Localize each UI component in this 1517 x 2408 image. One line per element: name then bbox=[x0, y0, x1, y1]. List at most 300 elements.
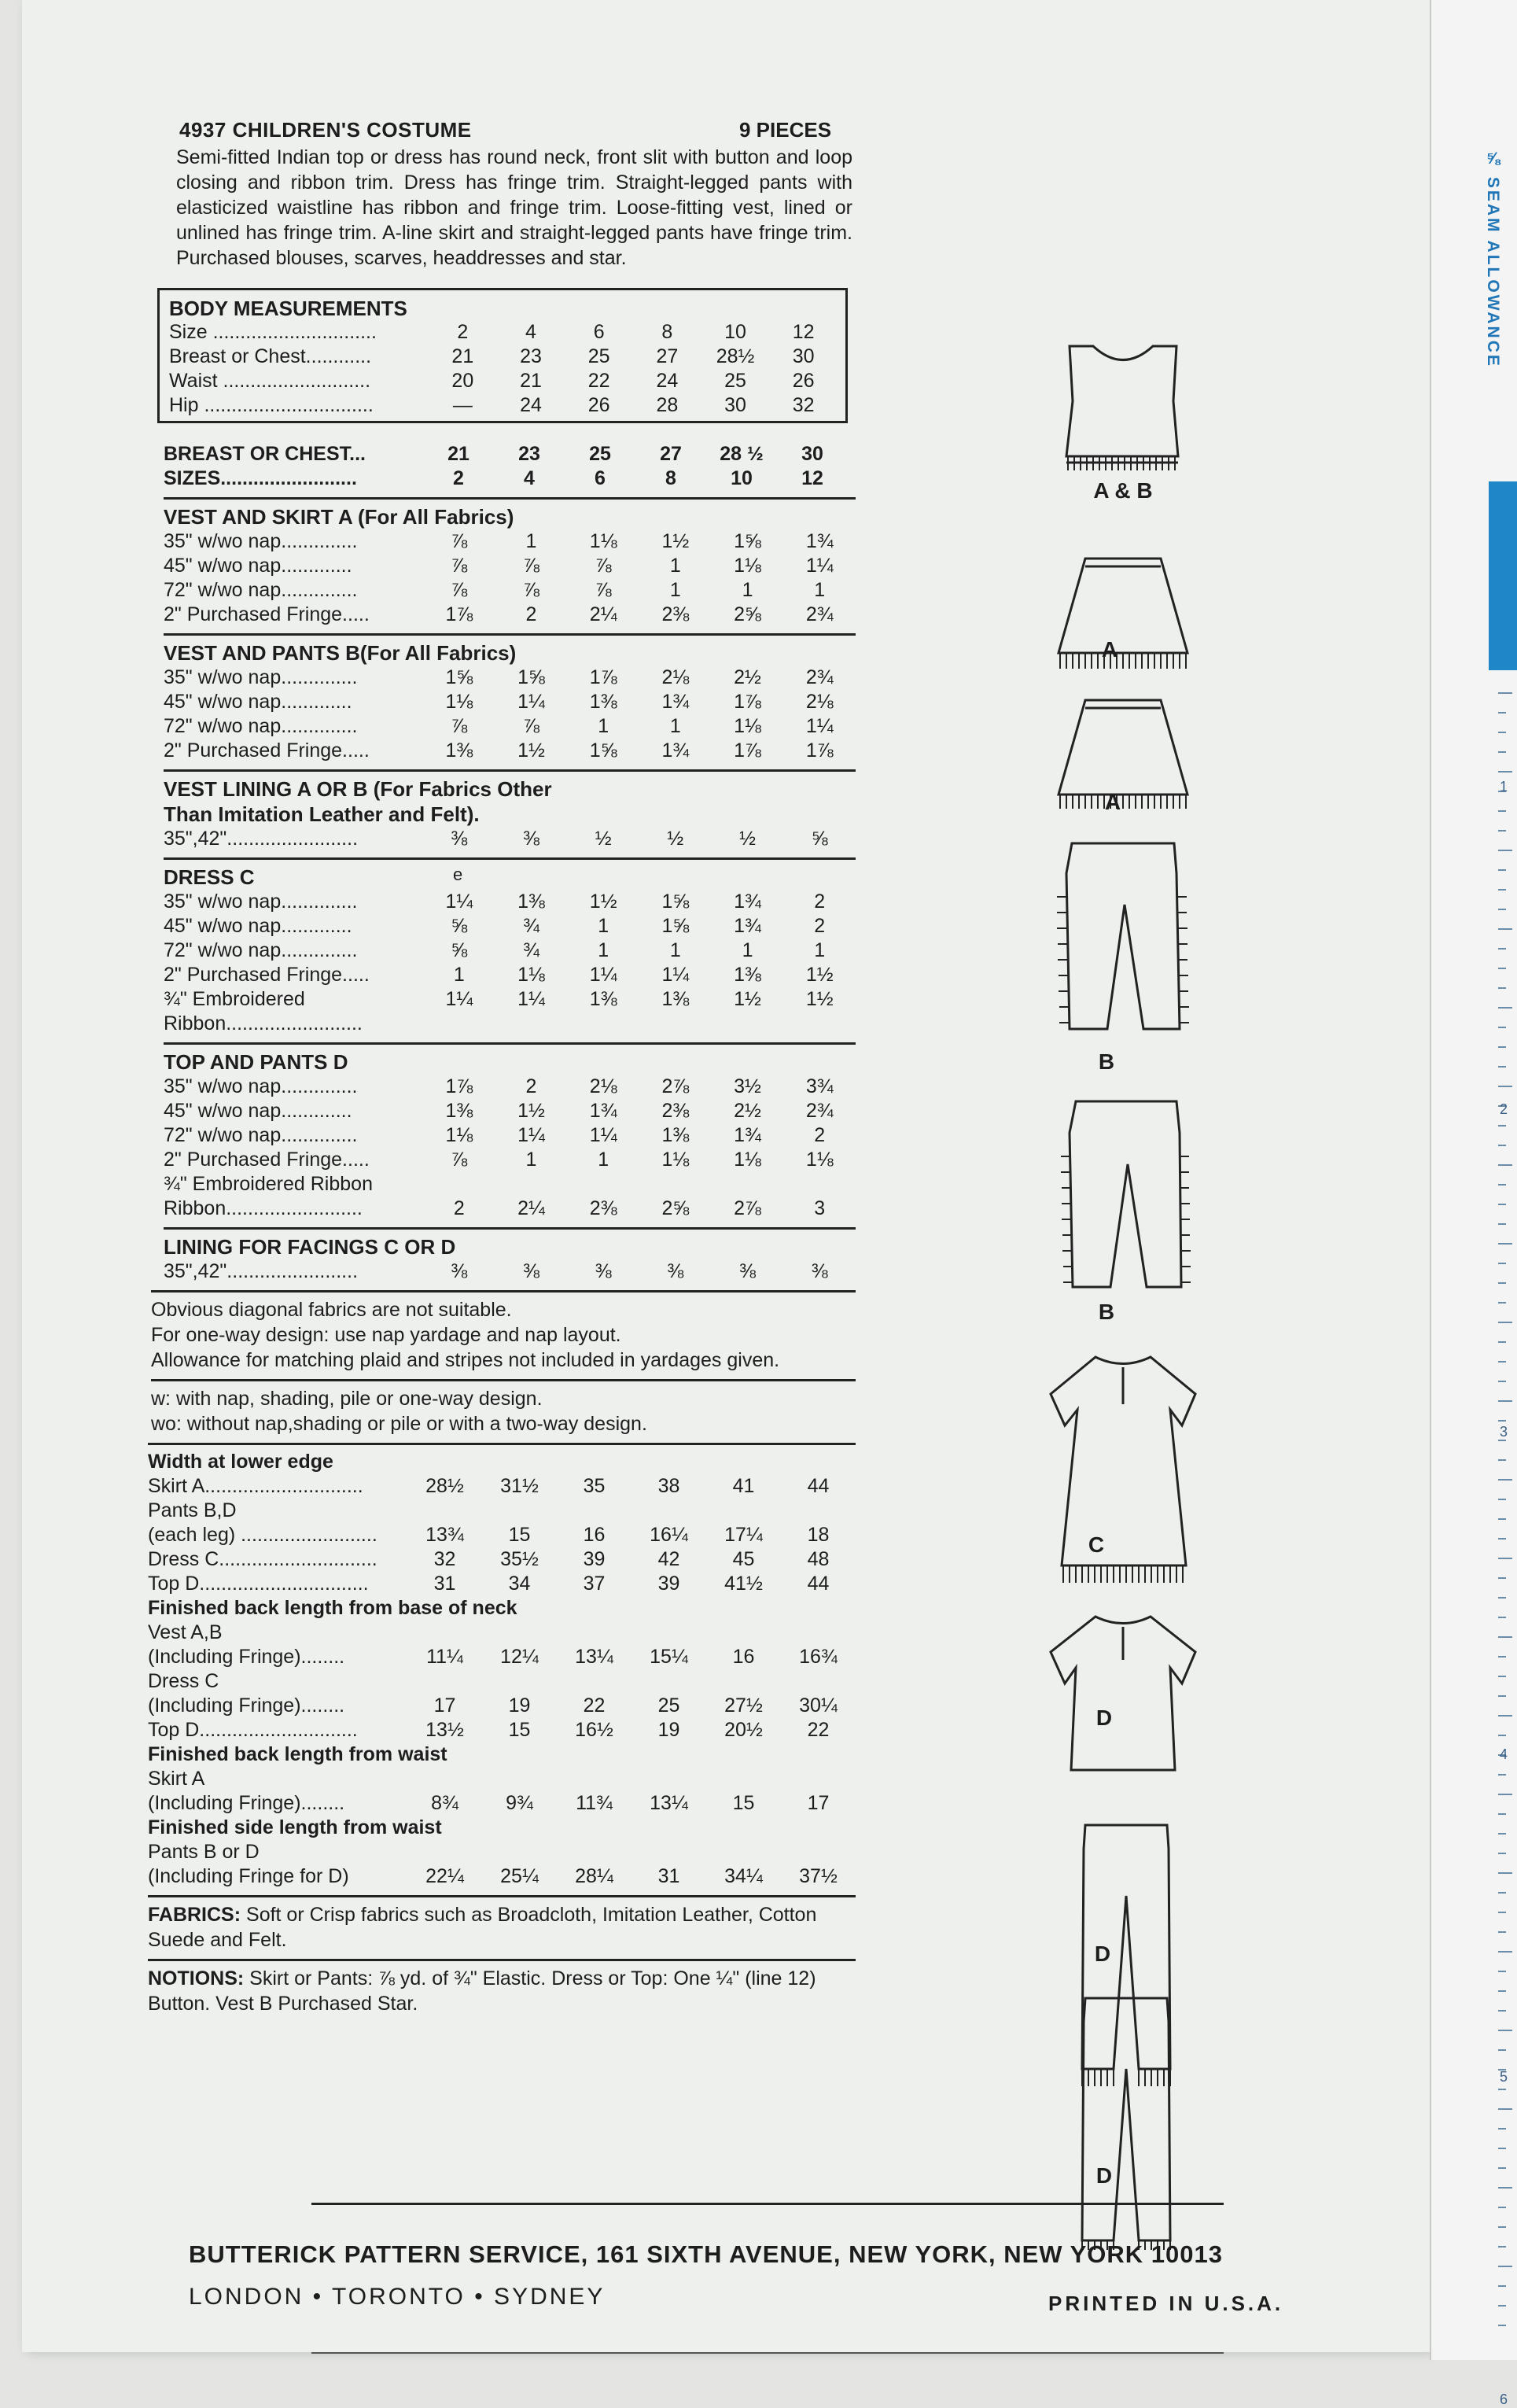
pattern-description: Semi-fitted Indian top or dress has round neck, front slit with button and loop closing and ribbon trim. Dress has fringe trim. Straight-legged pants with elasticized waistline has ribbon and fringe trim. Loose-fitting vest, lined or unlined has fringe trim. A-line skirt and straight-legged pants have fringe trim. Purchased blouses, scarves, headdresses and star. bbox=[176, 146, 852, 269]
row-label: 35",42"........................ bbox=[164, 1260, 359, 1282]
row-label: 45" w/wo nap............. bbox=[164, 691, 352, 713]
row-value: ¾ bbox=[523, 915, 539, 937]
row-value: 2 bbox=[814, 915, 826, 937]
row-value: 31½ bbox=[500, 1475, 539, 1497]
measurement-row bbox=[164, 1148, 856, 1172]
body-measurements-box bbox=[157, 288, 848, 423]
row-value: 2¼ bbox=[517, 1197, 545, 1219]
row-value: 1⅞ bbox=[805, 739, 834, 761]
fabrics-text: Soft or Crisp fabrics such as Broadcloth, Imitation Leather, Cotton Suede and Felt. bbox=[148, 1904, 817, 1951]
ruler-tick bbox=[1498, 1341, 1506, 1343]
row-value: 2⅞ bbox=[734, 1197, 761, 1219]
row-value: 1¼ bbox=[517, 691, 545, 713]
row-value: 1⅝ bbox=[661, 891, 690, 913]
row-value: 2¾ bbox=[805, 603, 834, 625]
row-values bbox=[423, 554, 856, 578]
row-value: 34¼ bbox=[724, 1865, 763, 1887]
row-value: ⅞ bbox=[451, 555, 468, 577]
ruler-tick bbox=[1498, 1872, 1512, 1874]
row-value: ⅞ bbox=[523, 579, 539, 601]
row-values bbox=[423, 987, 856, 1012]
measurement-row bbox=[164, 987, 856, 1012]
row-value: 1½ bbox=[805, 964, 834, 986]
row-value: 1 bbox=[525, 1149, 537, 1171]
ruler-tick bbox=[1498, 1636, 1512, 1638]
ruler-tick bbox=[1498, 889, 1506, 891]
measurement-row bbox=[148, 1718, 856, 1742]
size-header-rows bbox=[164, 442, 848, 491]
pants-b-drawing-2 bbox=[1070, 1101, 1181, 1287]
row-value: 1½ bbox=[589, 891, 617, 913]
size-header bbox=[164, 442, 848, 491]
row-label: 35" w/wo nap.............. bbox=[164, 530, 358, 552]
row-values bbox=[429, 393, 838, 418]
row-value: 19 bbox=[657, 1719, 680, 1741]
row-value: 42 bbox=[657, 1548, 680, 1570]
row-values bbox=[423, 466, 848, 491]
ruler-tick bbox=[1498, 1164, 1512, 1166]
measurement-row bbox=[164, 914, 856, 938]
ruler-tick bbox=[1498, 1971, 1506, 1972]
body-measurements-rows bbox=[169, 320, 838, 418]
row-value: 2 bbox=[457, 321, 469, 343]
ruler-tick bbox=[1498, 1302, 1506, 1304]
ruler-tick bbox=[1498, 1813, 1506, 1815]
row-value: 2 bbox=[814, 1124, 826, 1146]
row-value: 28½ bbox=[425, 1475, 464, 1497]
row-value: 1½ bbox=[517, 1100, 545, 1122]
row-values bbox=[407, 1523, 856, 1547]
ruler-tick bbox=[1498, 1656, 1506, 1658]
row-values bbox=[407, 1864, 856, 1889]
pattern-header bbox=[140, 118, 848, 145]
width-rows bbox=[148, 1474, 856, 1596]
figure-label-a-1: A bbox=[1101, 637, 1118, 662]
row-label: (each leg) ......................... bbox=[148, 1524, 377, 1546]
row-value: ⅞ bbox=[595, 555, 612, 577]
row-value: 13¾ bbox=[425, 1524, 464, 1546]
row-label: Size .............................. bbox=[169, 321, 377, 343]
row-value: 6 bbox=[595, 467, 606, 489]
back-waist-title: Finished back length from waist bbox=[148, 1743, 447, 1765]
ruler-tick bbox=[1498, 948, 1506, 950]
row-value: 27 bbox=[660, 443, 682, 465]
ruler-tick bbox=[1498, 2010, 1506, 2012]
row-value: 1⅜ bbox=[661, 988, 690, 1010]
row-value: 2 bbox=[525, 603, 537, 625]
row-value: ⅝ bbox=[811, 828, 828, 850]
row-value: 28½ bbox=[716, 345, 755, 367]
ruler-tick bbox=[1498, 1518, 1506, 1520]
row-value: 1¾ bbox=[661, 691, 690, 713]
row-label: Top D............................. bbox=[148, 1719, 358, 1741]
row-label: Pants B or D bbox=[148, 1841, 260, 1863]
row-label: Waist ........................... bbox=[169, 370, 371, 392]
ruler-tick bbox=[1498, 1263, 1506, 1264]
row-values bbox=[429, 320, 838, 345]
row-value: 23 bbox=[518, 443, 540, 465]
ruler-tick bbox=[1498, 987, 1506, 989]
ruler-tick bbox=[1498, 751, 1506, 753]
back-waist-rows bbox=[148, 1767, 856, 1816]
row-values bbox=[407, 1694, 856, 1718]
ruler-tick bbox=[1498, 810, 1506, 812]
nap-legend-w: w: with nap, shading, pile or one-way design. bbox=[151, 1388, 543, 1410]
row-value: 12 bbox=[792, 321, 815, 343]
row-value: 2 bbox=[525, 1075, 537, 1097]
row-label: 72" w/wo nap.............. bbox=[164, 939, 358, 961]
row-value: 1 bbox=[598, 1149, 609, 1171]
row-values bbox=[423, 1075, 856, 1099]
row-value: 10 bbox=[731, 467, 753, 489]
row-values bbox=[407, 1474, 856, 1499]
ruler-number: 6 bbox=[1500, 2391, 1508, 2407]
row-value: ⅞ bbox=[451, 715, 468, 737]
row-label: 45" w/wo nap............. bbox=[164, 915, 352, 937]
footer-divider bbox=[311, 2203, 1224, 2205]
figure-label-c: C bbox=[1088, 1532, 1105, 1557]
row-value: 37½ bbox=[799, 1865, 838, 1887]
row-value: 1 bbox=[669, 555, 681, 577]
ruler-tick bbox=[1498, 1853, 1506, 1854]
row-value: 4 bbox=[525, 321, 536, 343]
ruler-tick bbox=[1498, 1125, 1506, 1127]
row-label: Dress C bbox=[148, 1670, 219, 1692]
figure-label-d-1: D bbox=[1095, 1706, 1113, 1730]
row-values bbox=[423, 914, 856, 938]
section-title: TOP AND PANTS D bbox=[164, 1050, 348, 1074]
row-value: 1¼ bbox=[805, 555, 834, 577]
ruler-tick bbox=[1498, 2246, 1506, 2248]
row-value: 18 bbox=[807, 1524, 830, 1546]
ruler-tick bbox=[1498, 1715, 1512, 1717]
row-value: 1 bbox=[598, 939, 609, 961]
figure-label-b-1: B bbox=[1098, 1049, 1115, 1074]
measurement-row bbox=[164, 714, 856, 739]
row-value: 15¼ bbox=[650, 1646, 688, 1668]
row-value: 1¼ bbox=[589, 964, 617, 986]
measurement-row bbox=[148, 1572, 856, 1596]
nap-legend bbox=[151, 1379, 856, 1436]
ruler-tick bbox=[1498, 1951, 1512, 1953]
fabrics-label: FABRICS: bbox=[148, 1904, 241, 1926]
row-value: 2 bbox=[453, 467, 464, 489]
ruler-tick bbox=[1498, 2187, 1512, 2189]
figure-label-a-b: A & B bbox=[1093, 478, 1153, 503]
measurement-row bbox=[164, 938, 856, 963]
ruler-tick bbox=[1498, 2305, 1506, 2307]
row-value: 6 bbox=[593, 321, 605, 343]
ruler-tick bbox=[1498, 2285, 1506, 2287]
pattern-info-column bbox=[140, 118, 852, 2016]
row-label: 35",42"........................ bbox=[164, 828, 359, 850]
yardage-section bbox=[164, 769, 856, 851]
row-value: 39 bbox=[657, 1573, 680, 1595]
yardage-section bbox=[164, 633, 856, 763]
row-values bbox=[429, 345, 838, 369]
row-value: 39 bbox=[583, 1548, 606, 1570]
row-value: 31 bbox=[657, 1865, 680, 1887]
ruler-tick bbox=[1498, 1381, 1506, 1382]
row-value: ⅞ bbox=[451, 530, 468, 552]
row-value: 1¾ bbox=[734, 915, 761, 937]
row-value: 35 bbox=[583, 1475, 606, 1497]
row-label: 2" Purchased Fringe..... bbox=[164, 964, 370, 986]
row-label: 35" w/wo nap.............. bbox=[164, 1075, 358, 1097]
ruler-tick bbox=[1498, 1676, 1506, 1677]
notions-text: Skirt or Pants: ⅞ yd. of ¾" Elastic. Dress or Top: One ¼" (line 12) Button. Vest B Purchased Star. bbox=[148, 1967, 816, 2015]
measurement-row bbox=[169, 369, 838, 393]
row-value: 44 bbox=[807, 1573, 830, 1595]
row-values bbox=[423, 938, 856, 963]
row-value: 1 bbox=[814, 939, 826, 961]
row-value: 1¼ bbox=[517, 1124, 545, 1146]
measurement-row bbox=[164, 1099, 856, 1123]
row-value: 16 bbox=[583, 1524, 606, 1546]
side-waist-title: Finished side length from waist bbox=[148, 1816, 442, 1838]
row-value: 1⅞ bbox=[734, 691, 761, 713]
row-value: 24 bbox=[520, 394, 542, 416]
row-label: 2" Purchased Fringe..... bbox=[164, 603, 370, 625]
ruler-tick bbox=[1498, 909, 1506, 910]
measurement-row bbox=[164, 1012, 856, 1036]
row-value: 2⅛ bbox=[805, 691, 834, 713]
row-value: 13¼ bbox=[650, 1792, 688, 1814]
note-one-way: For one-way design: use nap yardage and nap layout. bbox=[151, 1324, 621, 1346]
row-value: 30 bbox=[792, 345, 815, 367]
row-value: 1⅛ bbox=[661, 1149, 690, 1171]
row-value: 1½ bbox=[805, 988, 834, 1010]
measurement-row bbox=[164, 1172, 856, 1197]
row-value: ⅜ bbox=[451, 1260, 468, 1282]
measurement-row bbox=[148, 1767, 856, 1791]
row-label: 45" w/wo nap............. bbox=[164, 555, 352, 577]
row-label: ¾" Embroidered Ribbon bbox=[164, 1173, 373, 1195]
row-value: 1⅜ bbox=[517, 891, 545, 913]
measurement-row bbox=[164, 442, 848, 466]
section-title: VEST AND PANTS B(For All Fabrics) bbox=[164, 641, 517, 665]
row-value: 32 bbox=[792, 394, 815, 416]
row-value: 1¾ bbox=[734, 1124, 761, 1146]
row-value: 8¾ bbox=[431, 1792, 458, 1814]
row-value: 15 bbox=[732, 1792, 755, 1814]
row-value: ½ bbox=[667, 828, 684, 850]
back-neck-title: Finished back length from base of neck bbox=[148, 1597, 517, 1619]
row-value: 27 bbox=[656, 345, 679, 367]
row-value: 1⅜ bbox=[589, 988, 617, 1010]
row-value: 1¼ bbox=[445, 988, 473, 1010]
row-label: BREAST OR CHEST... bbox=[164, 443, 366, 465]
row-value: 1¼ bbox=[517, 988, 545, 1010]
ruler-tick bbox=[1498, 1204, 1506, 1205]
row-value: 2⅛ bbox=[661, 666, 690, 688]
measurement-row bbox=[164, 466, 848, 491]
row-value: 34 bbox=[508, 1573, 531, 1595]
row-label: Ribbon......................... bbox=[164, 1197, 363, 1219]
row-value: 2⅛ bbox=[589, 1075, 617, 1097]
row-value: 48 bbox=[807, 1548, 830, 1570]
pieces-count: 9 PIECES bbox=[739, 118, 832, 142]
row-value: 23 bbox=[520, 345, 542, 367]
row-value: 1⅞ bbox=[445, 603, 473, 625]
measurement-row bbox=[164, 578, 856, 603]
ruler-number: 3 bbox=[1500, 1424, 1508, 1440]
row-values bbox=[407, 1791, 856, 1816]
ruler-tick bbox=[1498, 2266, 1512, 2267]
seam-allowance-tab bbox=[1489, 481, 1517, 670]
row-value: 17 bbox=[433, 1694, 456, 1717]
measurement-row bbox=[169, 393, 838, 418]
row-values bbox=[423, 1148, 856, 1172]
measurement-row bbox=[164, 554, 856, 578]
row-value: 21 bbox=[447, 443, 469, 465]
ruler-tick bbox=[1498, 869, 1506, 871]
row-value: ⅜ bbox=[667, 1260, 684, 1282]
ruler-tick bbox=[1498, 1400, 1512, 1402]
row-values bbox=[423, 442, 848, 466]
row-value: 1¾ bbox=[661, 739, 690, 761]
row-value: 30 bbox=[801, 443, 823, 465]
row-value: ⅜ bbox=[523, 828, 539, 850]
row-label: (Including Fringe)........ bbox=[148, 1646, 345, 1668]
row-label: Skirt A bbox=[148, 1768, 205, 1790]
row-value: 1⅞ bbox=[734, 739, 761, 761]
row-label: Skirt A............................. bbox=[148, 1475, 363, 1497]
row-value: 1⅝ bbox=[445, 666, 473, 688]
measurement-row bbox=[148, 1621, 856, 1645]
row-value: 1⅝ bbox=[734, 530, 761, 552]
row-value: 3 bbox=[814, 1197, 826, 1219]
section-title: VEST AND SKIRT A (For All Fabrics) bbox=[164, 505, 514, 529]
row-value: 44 bbox=[807, 1475, 830, 1497]
row-value: 4 bbox=[524, 467, 535, 489]
row-value: 1⅜ bbox=[734, 964, 761, 986]
ruler-tick bbox=[1498, 1420, 1506, 1422]
row-value: 25 bbox=[724, 370, 746, 392]
row-value: ⅝ bbox=[451, 915, 468, 937]
row-value: 1⅛ bbox=[805, 1149, 834, 1171]
section-title: VEST LINING A OR B (For Fabrics Other bbox=[164, 777, 552, 801]
row-value: 38 bbox=[657, 1475, 680, 1497]
row-value: 16 bbox=[732, 1646, 755, 1668]
row-value: ½ bbox=[595, 828, 612, 850]
ruler-tick bbox=[1498, 2108, 1512, 2110]
row-value: 1½ bbox=[517, 739, 545, 761]
row-value: 9¾ bbox=[506, 1792, 533, 1814]
ruler-tick bbox=[1498, 1912, 1506, 1913]
ruler-tick bbox=[1498, 1479, 1512, 1481]
row-value: 11¼ bbox=[426, 1646, 463, 1668]
row-value: 25 bbox=[587, 345, 610, 367]
printed-in-usa: PRINTED IN U.S.A. bbox=[1048, 2292, 1284, 2315]
row-value: 1 bbox=[598, 715, 609, 737]
row-value: 11¾ bbox=[576, 1792, 613, 1814]
ruler-tick bbox=[1498, 928, 1512, 930]
row-label: (Including Fringe)........ bbox=[148, 1792, 345, 1814]
row-value: 21 bbox=[451, 345, 474, 367]
row-value: 2⅝ bbox=[734, 603, 761, 625]
row-value: ⅝ bbox=[451, 939, 468, 961]
row-value: 28 ½ bbox=[720, 443, 764, 465]
ruler-tick bbox=[1498, 1322, 1512, 1323]
row-value: 10 bbox=[724, 321, 746, 343]
ruler-tick bbox=[1498, 2128, 1506, 2130]
row-label: SIZES......................... bbox=[164, 467, 357, 489]
row-label: Dress C............................. bbox=[148, 1548, 377, 1570]
row-values bbox=[423, 963, 856, 987]
row-values bbox=[423, 578, 856, 603]
ruler-number: 4 bbox=[1500, 1746, 1508, 1762]
ruler-tick bbox=[1498, 2148, 1506, 2149]
row-label: Top D............................... bbox=[148, 1573, 369, 1595]
row-value: 1⅝ bbox=[517, 666, 545, 688]
row-value: 32 bbox=[433, 1548, 456, 1570]
pants-b-drawing-1 bbox=[1066, 843, 1180, 1029]
figure-label-d-3: D bbox=[1095, 2163, 1113, 2188]
ruler-tick bbox=[1498, 1617, 1506, 1618]
row-values bbox=[423, 1099, 856, 1123]
nap-legend-wo: wo: without nap,shading or pile or with a two-way design. bbox=[151, 1413, 647, 1435]
ruler-tick bbox=[1498, 1046, 1506, 1048]
row-value: 15 bbox=[508, 1719, 531, 1741]
row-value: 1⅜ bbox=[661, 1124, 690, 1146]
ruler-number: 2 bbox=[1500, 1101, 1508, 1117]
pattern-envelope-back bbox=[22, 0, 1430, 2352]
measurement-row bbox=[164, 1075, 856, 1099]
row-value: 1¾ bbox=[805, 530, 834, 552]
measurement-row bbox=[148, 1645, 856, 1669]
row-value: 3¾ bbox=[805, 1075, 834, 1097]
row-values bbox=[423, 1123, 856, 1148]
row-value: 1 bbox=[742, 579, 753, 601]
ruler-tick bbox=[1498, 1735, 1506, 1736]
measurement-row bbox=[164, 666, 856, 690]
yardage-section bbox=[164, 857, 856, 1036]
figure-label-b-2: B bbox=[1098, 1300, 1115, 1324]
row-value: 2¾ bbox=[805, 666, 834, 688]
ruler-tick bbox=[1498, 1361, 1506, 1363]
measurement-row bbox=[148, 1791, 856, 1816]
row-value: 16¼ bbox=[650, 1524, 688, 1546]
row-value: 30¼ bbox=[799, 1694, 838, 1717]
row-value: 1⅜ bbox=[589, 691, 617, 713]
ruler-tick bbox=[1498, 1833, 1506, 1835]
ruler-tick bbox=[1498, 692, 1512, 694]
notions-section bbox=[148, 1959, 856, 2016]
measurement-row bbox=[148, 1840, 856, 1864]
row-label: 35" w/wo nap.............. bbox=[164, 666, 358, 688]
measurement-row bbox=[164, 690, 856, 714]
row-values bbox=[423, 890, 856, 914]
row-value: 28 bbox=[656, 394, 679, 416]
row-values bbox=[407, 1572, 856, 1596]
ruler-tick bbox=[1498, 2325, 1506, 2326]
row-value: 1⅛ bbox=[589, 530, 617, 552]
row-value: 25 bbox=[589, 443, 611, 465]
ruler-tick bbox=[1498, 2226, 1506, 2228]
row-value: 1⅜ bbox=[445, 739, 473, 761]
ruler-number: 5 bbox=[1500, 2069, 1508, 2085]
measurement-row bbox=[164, 529, 856, 554]
row-value: 25 bbox=[657, 1694, 680, 1717]
row-value: 26 bbox=[792, 370, 815, 392]
row-values bbox=[423, 690, 856, 714]
row-value: 13½ bbox=[425, 1719, 464, 1741]
row-value: 1 bbox=[669, 579, 681, 601]
row-value: 1⅞ bbox=[589, 666, 617, 688]
row-value: ⅞ bbox=[523, 555, 539, 577]
width-title: Width at lower edge bbox=[148, 1451, 333, 1473]
